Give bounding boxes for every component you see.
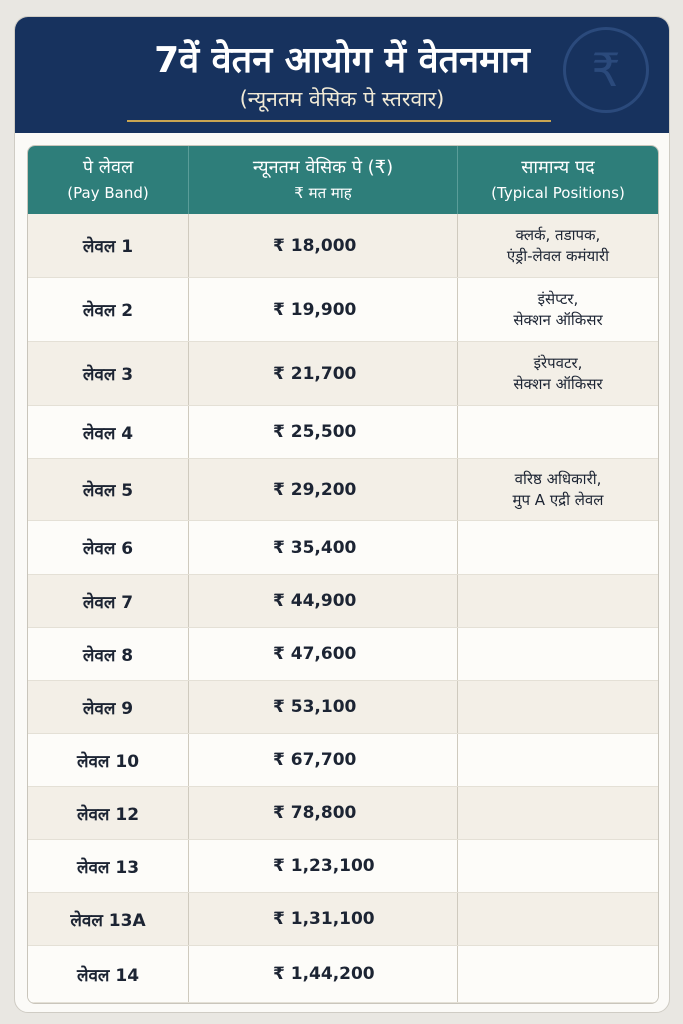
pay-level-cell: लेवल 10 [76, 751, 140, 772]
typical-positions-cell [457, 787, 658, 839]
page-title: 7वें वेतन आयोग में वेतनमान [154, 40, 530, 81]
table-row [28, 893, 658, 946]
min-basic-pay-cell: ₹ 21,700 [188, 342, 457, 405]
column-header-label: सामान्य पद [521, 157, 595, 178]
column-header-sublabel: (Pay Band) [67, 184, 149, 202]
column-header-pay-level [28, 146, 188, 214]
pay-level-cell: लेवल 5 [82, 481, 134, 501]
min-basic-pay-cell: ₹ 25,500 [188, 406, 457, 458]
column-header-label: न्यूनतम वेसिक पे (₹) [252, 157, 394, 178]
table-row [28, 459, 658, 521]
table-row [28, 342, 658, 406]
typical-positions-cell: इंरेपवटर, सेक्शन ऑकिसर [457, 342, 658, 405]
pay-level-cell: लेवल 6 [82, 539, 134, 559]
table-row [28, 681, 658, 734]
min-basic-pay-cell: ₹ 35,400 [188, 521, 457, 574]
table-header [28, 146, 658, 214]
title-banner [15, 17, 669, 133]
min-basic-pay-cell: ₹ 67,700 [188, 734, 457, 786]
min-basic-pay-cell: ₹ 78,800 [188, 787, 457, 839]
pay-level-cell: लेवल 8 [82, 645, 134, 666]
min-basic-pay-cell: ₹ 53,100 [188, 681, 457, 733]
typical-positions-cell [457, 575, 658, 627]
table-row [28, 628, 658, 681]
table-row [28, 840, 658, 893]
typical-positions-cell [457, 628, 658, 680]
pay-scale-card [14, 16, 670, 1013]
title-divider [127, 120, 551, 122]
column-header-label: पे लेवल [82, 157, 134, 178]
typical-positions-cell [457, 946, 658, 1002]
typical-positions-cell: इंसेप्टर, सेक्शन ऑकिसर [457, 278, 658, 341]
typical-positions-cell [457, 521, 658, 574]
pay-level-cell: लेवल 13 [76, 857, 140, 878]
pay-level-cell: लेवल 12 [76, 804, 140, 825]
column-header-sublabel: ₹ मत माह [294, 184, 352, 202]
typical-positions-cell [457, 406, 658, 458]
typical-positions-cell: वरिष्ठ अधिकारी, मुप A एद्री लेवल [457, 459, 658, 520]
min-basic-pay-cell: ₹ 1,31,100 [188, 893, 457, 945]
typical-positions-cell: क्लर्क, तडापक, एंड्री-लेवल कमंयारी [457, 214, 658, 277]
min-basic-pay-cell: ₹ 29,200 [188, 459, 457, 520]
column-header-typical-positions [457, 146, 658, 214]
table-row [28, 521, 658, 575]
pay-level-cell: लेवल 2 [82, 301, 134, 321]
typical-positions-cell [457, 840, 658, 892]
min-basic-pay-cell: ₹ 1,23,100 [188, 840, 457, 892]
table-row [28, 406, 658, 459]
table-row [28, 734, 658, 787]
page-subtitle: (न्यूनतम वेसिक पे स्तरवार) [239, 87, 445, 111]
table-row [28, 946, 658, 1003]
pay-level-cell: लेवल 1 [82, 237, 134, 257]
pay-level-cell: लेवल 13A [70, 910, 146, 931]
min-basic-pay-cell: ₹ 44,900 [188, 575, 457, 627]
table-row [28, 214, 658, 278]
column-header-sublabel: (Typical Positions) [491, 184, 625, 202]
min-basic-pay-cell: ₹ 19,900 [188, 278, 457, 341]
typical-positions-cell [457, 681, 658, 733]
min-basic-pay-cell: ₹ 47,600 [188, 628, 457, 680]
column-header-min-basic-pay [188, 146, 457, 214]
pay-scale-table [27, 145, 659, 1004]
min-basic-pay-cell: ₹ 1,44,200 [188, 946, 457, 1002]
table-row [28, 278, 658, 342]
table-row [28, 575, 658, 628]
pay-level-cell: लेवल 4 [82, 423, 134, 444]
pay-level-cell: लेवल 7 [82, 592, 134, 613]
typical-positions-cell [457, 734, 658, 786]
typical-positions-cell [457, 893, 658, 945]
pay-level-cell: लेवल 3 [82, 365, 134, 385]
pay-level-cell: लेवल 14 [76, 965, 140, 986]
rupee-icon: ₹ [563, 27, 649, 113]
table-row [28, 787, 658, 840]
pay-level-cell: लेवल 9 [82, 698, 134, 719]
min-basic-pay-cell: ₹ 18,000 [188, 214, 457, 277]
